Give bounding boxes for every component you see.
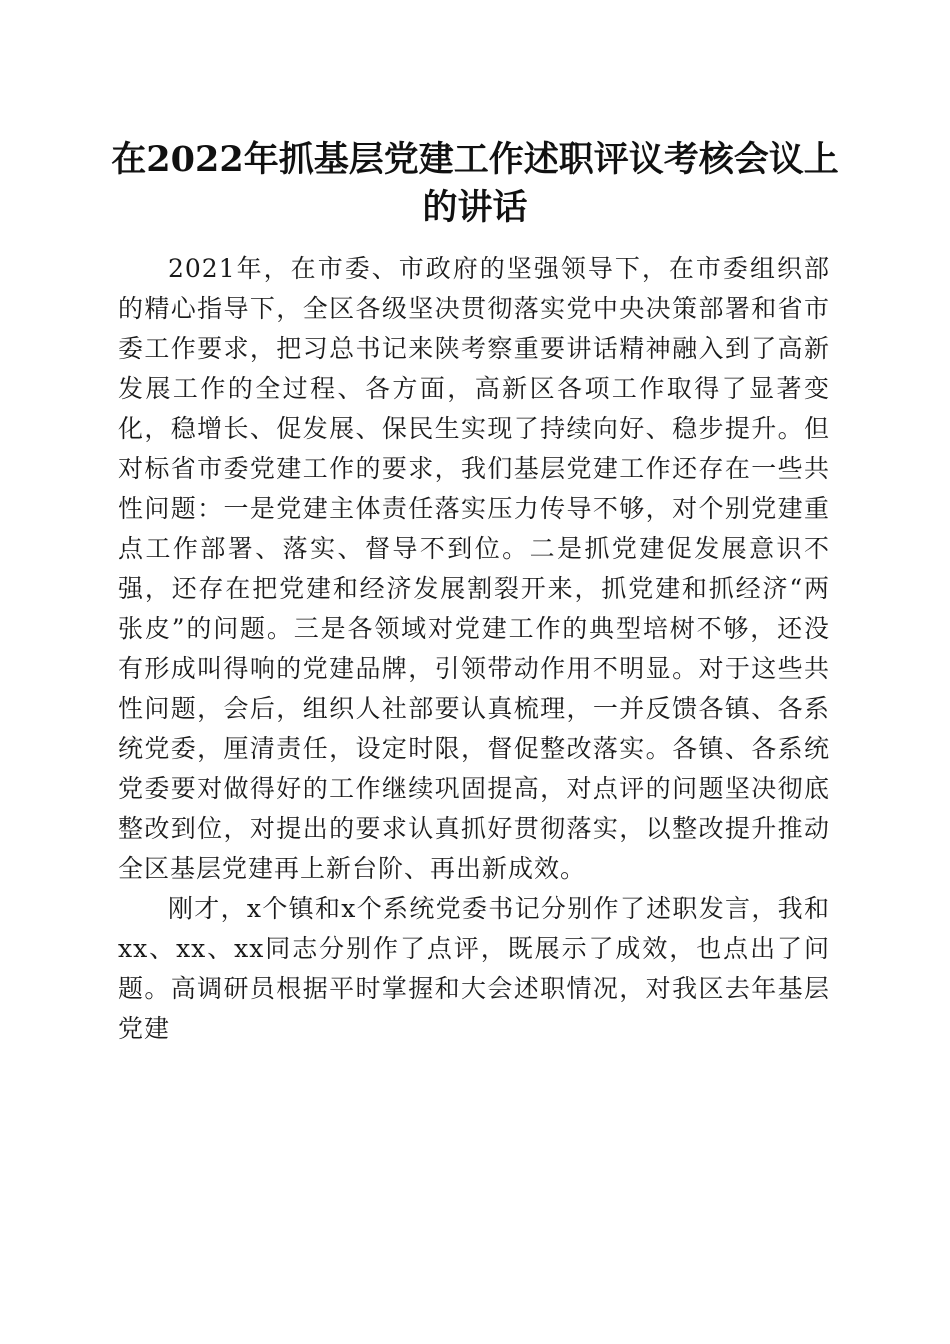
paragraph-2: 刚才，x个镇和x个系统党委书记分别作了述职发言，我和xx、xx、xx同志分别作了点评，既展示了成效，也点出了问题。高调研员根据平时掌握和大会述职情况，对我区去年基层党建: [118, 894, 830, 1043]
paragraph-1: 2021年，在市委、市政府的坚强领导下，在市委组织部的精心指导下，全区各级坚决贯彻落实党中央决策部署和省市委工作要求，把习总书记来陕考察重要讲话精神融入到了高新发展工作的全过程、各方面，高新区各项工作取得了显著变化，稳增长、促发展、保民生实现了持续向好、稳步提升。但对标省市委党建工作的要求，我们基层党建工作还存在一些共性问题：一是党建主体责任落实压力传导不够，对个别党建重点工作部署、落实、督导不到位。二是抓党建促发展意识不强，还存在把党建和经济发展割裂开来，抓党建和抓经济“两张皮”的问题。三是各领域对党建工作的典型培树不够，还没有形成叫得响的党建品牌，引领带动作用不明显。对于这些共性问题，会后，组织人社部要认真梳理，一并反馈各镇、各系统党委，厘清责任，设定时限，督促整改落实。各镇、各系统党委要对做得好的工作继续巩固提高，对点评的问题坚决彻底整改到位，对提出的要求认真抓好贯彻落实，以整改提升推动全区基层党建再上新台阶、再出新成效。: [118, 254, 830, 883]
document-body: [118, 249, 830, 1049]
document-title: 在2022年抓基层党建工作述职评议考核会议上的讲话: [111, 139, 839, 228]
